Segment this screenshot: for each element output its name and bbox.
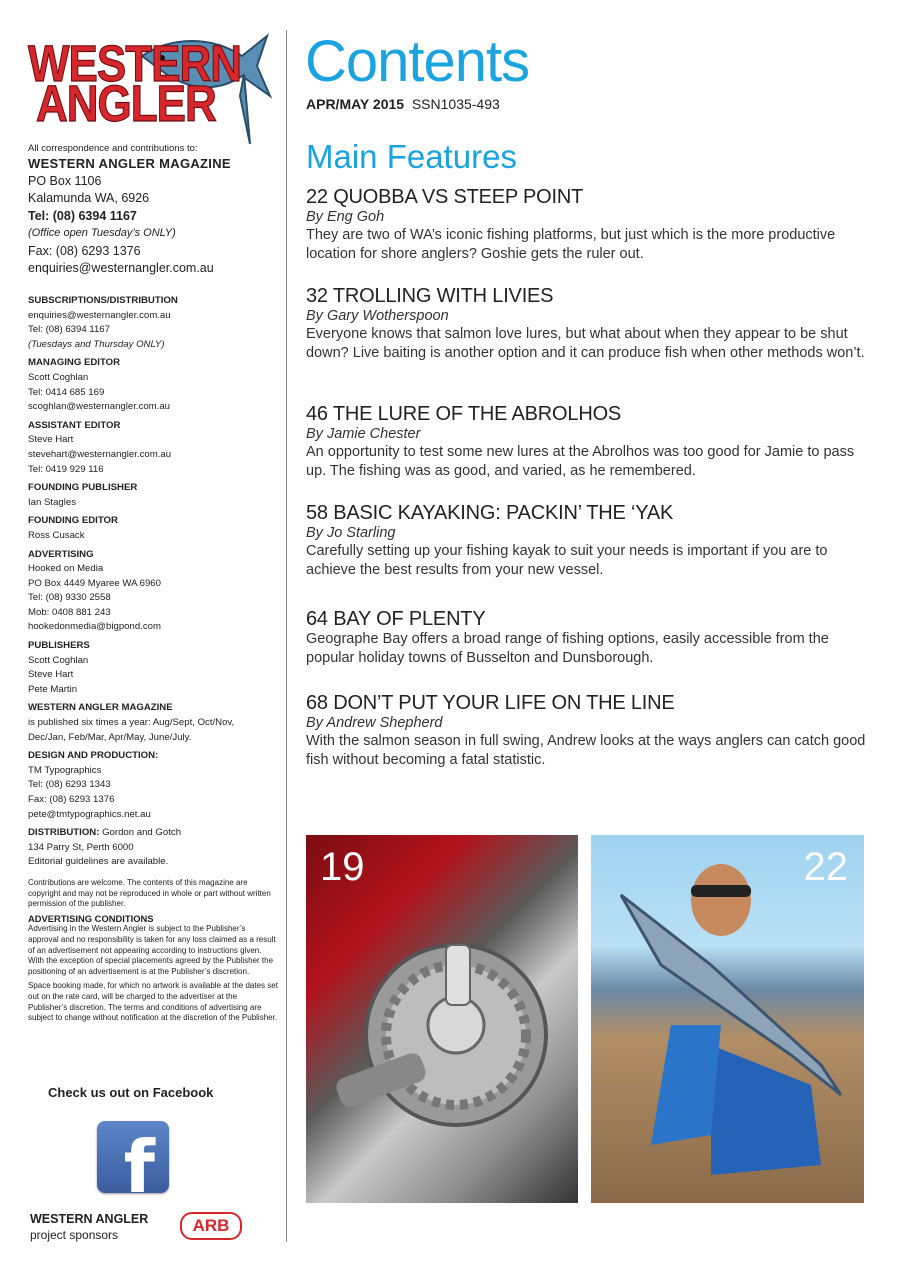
editorial-guidelines: Editorial guidelines are available. (28, 856, 169, 868)
western-angler-logo (22, 28, 252, 148)
advertising-tel: Tel: (08) 9330 2558 (28, 592, 111, 604)
feature-item[interactable] (306, 186, 866, 264)
feature-description: Carefully setting up your fishing kayak to suit your needs is important if you are to achieve the best results from your new vessel. (306, 543, 828, 578)
issue-line (306, 96, 500, 112)
feature-description: With the salmon season in full swing, Andrew looks at the ways anglers can catch good fish without becoming a fatal statistic. (306, 733, 866, 768)
photo-fishing-reel[interactable] (306, 835, 578, 1203)
advertising-company: Hooked on Media (28, 563, 104, 575)
advertising-mobile: Mob: 0408 881 243 (28, 606, 111, 618)
feature-byline: By Andrew Shepherd (306, 715, 443, 731)
feature-description: Geographe Bay offers a broad range of fishing options, easily accessible from the popular holiday towns of Busselton and Dunsborough. (306, 631, 829, 666)
contact-email[interactable]: enquiries@westernangler.com.au (28, 261, 214, 275)
column-divider (286, 30, 287, 1242)
facebook-heading: Check us out on Facebook (48, 1085, 214, 1100)
feature-description: An opportunity to test some new lures at the Abrolhos was too good for Jamie to pass up. The fishing was as good, and varied, as he remembered. (306, 444, 855, 479)
contributions-notice: Contributions are welcome. The contents of this magazine are copyright and may not be reproduced in whole or part without written permission of the publisher. (28, 878, 271, 909)
advertising-conditions-heading: ADVERTISING CONDITIONS (28, 912, 154, 924)
design-production-heading: DESIGN AND PRODUCTION: (28, 750, 159, 762)
contact-intro: All correspondence and contributions to: (28, 143, 198, 154)
design-production-email[interactable]: pete@tmtypographics.net.au (28, 808, 151, 820)
issue-date: APR/MAY 2015 (306, 96, 405, 112)
feature-title[interactable]: 46 THE LURE OF THE ABROLHOS (306, 403, 622, 425)
subscriptions-tel: Tel: (08) 6394 1167 (28, 324, 110, 336)
staff-credits (28, 290, 268, 870)
feature-title[interactable]: 68 DON’T PUT YOUR LIFE ON THE LINE (306, 692, 675, 714)
magazine-schedule-2: Dec/Jan, Feb/Mar, Apr/May, June/July. (28, 731, 192, 743)
distribution-value: Gordon and Gotch (102, 827, 182, 839)
feature-title[interactable]: 64 BAY OF PLENTY (306, 608, 486, 630)
feature-byline: By Jamie Chester (306, 426, 421, 442)
advertising-conditions-text: Advertising in the Western Angler is subject to the Publisher’s approval and no responsibility is taken for any loss claimed as a result of an advertisement not appearing according to instructions given. With the exception of special placements agreed by the Publisher the positioning of an advertisement is at the Publisher’s discretion. (28, 924, 276, 976)
assistant-editor-tel: Tel: 0419 929 116 (28, 463, 104, 475)
feature-item[interactable] (306, 403, 866, 481)
contact-magazine: WESTERN ANGLER MAGAZINE (28, 156, 231, 171)
publishers-heading: PUBLISHERS (28, 640, 90, 652)
feature-byline: By Jo Starling (306, 525, 396, 541)
sponsor-subtitle: project sponsors (30, 1228, 119, 1242)
feature-byline: By Gary Wotherspoon (306, 308, 449, 324)
managing-editor-tel: Tel: 0414 685 169 (28, 386, 105, 398)
distribution-line (28, 826, 268, 841)
contact-address-1: PO Box 1106 (28, 173, 102, 188)
feature-description: They are two of WA’s iconic fishing platforms, but just which is the more productive location for shore anglers? Goshie gets the ruler out. (306, 227, 836, 262)
photo-angler-with-tuna[interactable] (591, 835, 864, 1203)
feature-item[interactable] (306, 502, 866, 580)
feature-item[interactable] (306, 285, 866, 363)
feature-title[interactable]: 32 TROLLING WITH LIVIES (306, 285, 554, 307)
assistant-editor-email[interactable]: stevehart@westernangler.com.au (28, 448, 172, 460)
contact-fax: Fax: (08) 6293 1376 (28, 243, 141, 258)
managing-editor-name: Scott Coghlan (28, 371, 89, 383)
assistant-editor-heading: ASSISTANT EDITOR (28, 419, 121, 431)
design-production-fax: Fax: (08) 6293 1376 (28, 794, 115, 805)
space-booking-text: Space booking made, for which no artwork is available at the dates set out on the rate card, will be charged to the advertiser at the Publisher’s discretion. The terms and conditions of advertising are subject to change without notification at the discretion of the Publisher. (28, 981, 278, 1023)
subscriptions-heading: SUBSCRIPTIONS/DISTRIBUTION (28, 295, 178, 306)
facebook-icon[interactable]: f (97, 1121, 169, 1193)
logo-line-2: ANGLER (36, 76, 216, 133)
distribution-heading: DISTRIBUTION: (28, 827, 100, 839)
photo-page-number: 19 (320, 845, 365, 889)
arb-logo[interactable]: ARB (180, 1212, 242, 1240)
distribution-address: 134 Parry St, Perth 6000 (28, 841, 134, 853)
advertising-email[interactable]: hookedonmedia@bigpond.com (28, 621, 161, 633)
magazine-schedule-1: is published six times a year: Aug/Sept, Oct/Nov, (28, 717, 235, 729)
founding-publisher-name: Ian Stagles (28, 496, 77, 508)
managing-editor-email[interactable]: scoghlan@westernangler.com.au (28, 401, 170, 413)
founding-editor-heading: FOUNDING EDITOR (28, 515, 118, 527)
fishing-reel-illustration (306, 835, 578, 1203)
photo-page-number: 22 (803, 845, 848, 889)
angler-with-tuna-illustration (591, 835, 864, 1203)
section-title: Main Features (306, 138, 517, 175)
feature-item[interactable] (306, 608, 866, 668)
publisher-1: Scott Coghlan (28, 654, 89, 666)
contact-block (28, 143, 268, 278)
contact-office-hours: (Office open Tuesday’s ONLY) (28, 227, 176, 239)
managing-editor-heading: MANAGING EDITOR (28, 357, 121, 369)
founding-publisher-heading: FOUNDING PUBLISHER (28, 482, 138, 494)
issn: SSN1035-493 (411, 96, 500, 112)
publisher-2: Steve Hart (28, 669, 74, 681)
magazine-schedule-heading: WESTERN ANGLER MAGAZINE (28, 702, 173, 714)
contact-address-2: Kalamunda WA, 6926 (28, 191, 150, 205)
feature-item[interactable] (306, 692, 866, 770)
feature-title[interactable]: 58 BASIC KAYAKING: PACKIN’ THE ‘YAK (306, 502, 674, 524)
advertising-address: PO Box 4449 Myaree WA 6960 (28, 577, 161, 589)
assistant-editor-name: Steve Hart (28, 434, 74, 446)
feature-title[interactable]: 22 QUOBBA VS STEEP POINT (306, 186, 584, 208)
advertising-heading: ADVERTISING (28, 548, 94, 560)
founding-editor-name: Ross Cusack (28, 529, 85, 541)
feature-byline: By Eng Goh (306, 209, 385, 225)
sponsor-title: WESTERN ANGLER (30, 1212, 149, 1226)
design-production-company: TM Typographics (28, 764, 102, 776)
fine-print (28, 878, 278, 1028)
design-production-tel: Tel: (08) 6293 1343 (28, 779, 111, 791)
publisher-3: Pete Martin (28, 683, 78, 695)
contact-tel: Tel: (08) 6394 1167 (28, 208, 137, 223)
page-title: Contents (305, 29, 530, 94)
subscriptions-hours: (Tuesdays and Thursday ONLY) (28, 338, 165, 350)
subscriptions-email[interactable]: enquiries@westernangler.com.au (28, 309, 171, 321)
feature-description: Everyone knows that salmon love lures, but what about when they appear to be shut down? Live baiting is another option and it can produce fish when other methods won’t. (306, 326, 865, 361)
logo-line-1: WESTERN (28, 36, 241, 93)
